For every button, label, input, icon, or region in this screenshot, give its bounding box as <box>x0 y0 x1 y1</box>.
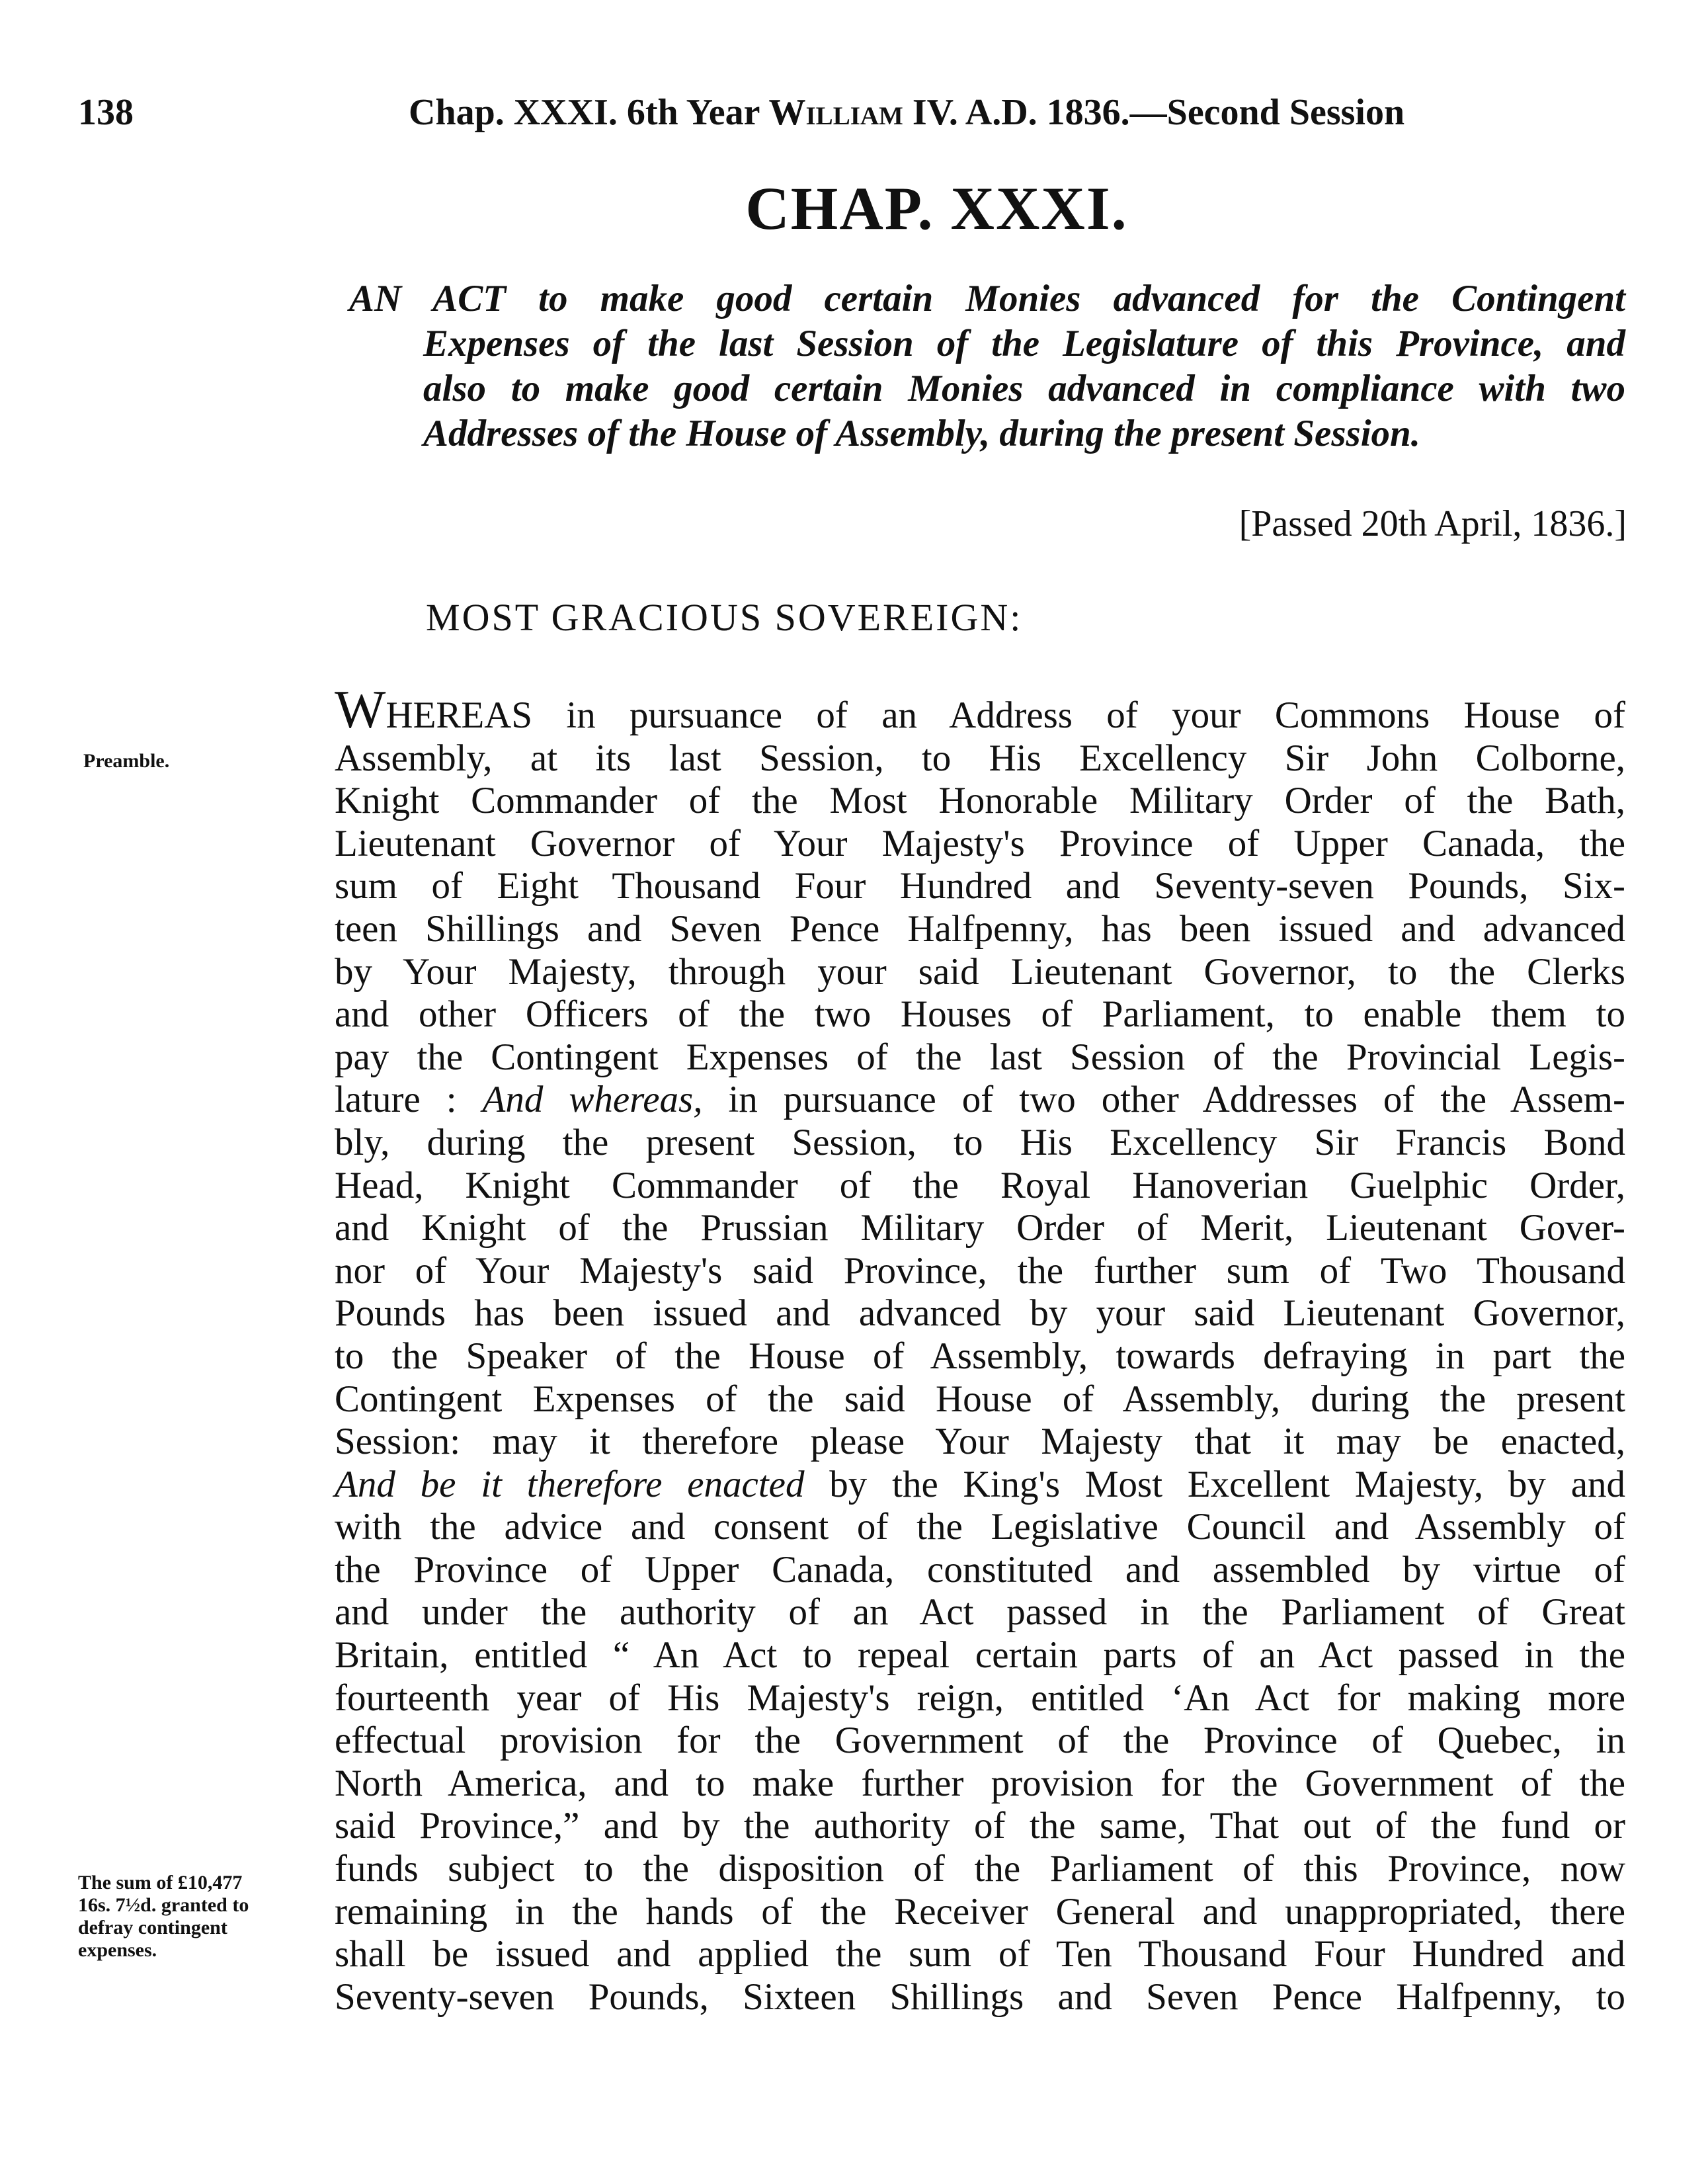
body-line: to the Speaker of the House of Assembly, towards defraying in part the <box>335 1335 1625 1377</box>
body-line: fourteenth year of His Majesty's reign, entitled ‘An Act for making more <box>335 1677 1625 1719</box>
margin-note-line: expenses. <box>78 1939 157 1961</box>
body-line: Head, Knight Commander of the Royal Hanoverian Guelphic Order, <box>335 1164 1625 1206</box>
act-title-line: also to make good certain Monies advanced in compliance with two <box>423 368 1625 409</box>
salutation: MOST GRACIOUS SOVEREIGN: <box>426 596 1023 639</box>
running-head-suffix: IV. A.D. 1836.—Second Session <box>903 92 1405 133</box>
act-title-line: AN ACT to make good certain Monies advanced for the Contingent <box>349 278 1625 319</box>
margin-note-preamble: Preamble. <box>83 750 170 772</box>
body-line: teen Shillings and Seven Pence Halfpenny, has been issued and advanced <box>335 907 1625 950</box>
margin-note-line: defray contingent <box>78 1917 227 1938</box>
act-title <box>349 276 1625 456</box>
body-line: the Province of Upper Canada, constituted and assembled by virtue of <box>335 1548 1625 1591</box>
running-head-prefix: Chap. XXXI. 6th Year <box>409 92 769 133</box>
italic-phrase: And be it therefore enacted <box>335 1463 805 1505</box>
running-head <box>409 91 1625 134</box>
body-line: remaining in the hands of the Receiver General and unappropriated, there <box>335 1890 1625 1933</box>
margin-note-sum <box>78 1872 329 1962</box>
body-line: Assembly, at its last Session, to His Excellency Sir John Colborne, <box>335 737 1625 779</box>
body-line-text: in pursuance of two other Addresses of the Assem- <box>702 1079 1626 1121</box>
running-head-king: William <box>768 92 903 133</box>
body-line <box>335 679 1625 739</box>
body-line: bly, during the present Session, to His Excellency Sir Francis Bond <box>335 1121 1625 1163</box>
body-line: and other Officers of the two Houses of Parliament, to enable them to <box>335 993 1625 1036</box>
drop-cap: W <box>335 679 386 739</box>
page-number: 138 <box>78 92 134 133</box>
body-line <box>335 1464 1625 1507</box>
body-line: Lieutenant Governor of Your Majesty's Province of Upper Canada, the <box>335 822 1625 864</box>
body-line: sum of Eight Thousand Four Hundred and Seventy-seven Pounds, Six- <box>335 865 1625 907</box>
passed-date: [Passed 20th April, 1836.] <box>1239 503 1627 544</box>
act-title-line: Addresses of the House of Assembly, during the present Session. <box>423 413 1420 454</box>
italic-phrase: And whereas, <box>482 1079 703 1121</box>
margin-note-line: 16s. 7½d. granted to <box>78 1894 249 1916</box>
body-line: nor of Your Majesty's said Province, the further sum of Two Thousand <box>335 1249 1625 1292</box>
body-text <box>335 679 1626 2018</box>
body-line: effectual provision for the Government of the Province of Quebec, in <box>335 1720 1625 1762</box>
body-line: Knight Commander of the Most Honorable Military Order of the Bath, <box>335 780 1625 822</box>
body-line: Britain, entitled “ An Act to repeal certain parts of an Act passed in the <box>335 1634 1625 1677</box>
body-line: Contingent Expenses of the said House of Assembly, during the present <box>335 1378 1625 1420</box>
body-line: shall be issued and applied the sum of Ten Thousand Four Hundred and <box>335 1933 1625 1975</box>
body-line <box>335 1079 1625 1122</box>
margin-note-line: The sum of £10,477 <box>78 1872 243 1893</box>
body-line: Seventy-seven Pounds, Sixteen Shillings and Seven Pence Halfpenny, to <box>335 1975 1625 2018</box>
body-line-text: HEREAS in pursuance of an Address of your Commons House of <box>386 694 1625 736</box>
body-line: with the advice and consent of the Legislative Council and Assembly of <box>335 1506 1625 1548</box>
body-line-text: lature : <box>335 1079 483 1121</box>
body-line: pay the Contingent Expenses of the last Session of the Provincial Legis- <box>335 1036 1625 1078</box>
body-line-text: by the King's Most Excellent Majesty, by and <box>804 1463 1625 1505</box>
body-line: by Your Majesty, through your said Lieutenant Governor, to the Clerks <box>335 950 1625 993</box>
body-line: North America, and to make further provision for the Government of the <box>335 1762 1625 1804</box>
chapter-title: CHAP. XXXI. <box>745 175 1128 242</box>
body-line: and under the authority of an Act passed in the Parliament of Great <box>335 1591 1625 1634</box>
body-line: Pounds has been issued and advanced by your said Lieutenant Governor, <box>335 1292 1625 1335</box>
body-line: and Knight of the Prussian Military Order of Merit, Lieutenant Gover- <box>335 1207 1625 1249</box>
body-line: funds subject to the disposition of the Parliament of this Province, now <box>335 1848 1625 1890</box>
act-title-line: Expenses of the last Session of the Legislature of this Province, and <box>423 323 1625 364</box>
body-line: said Province,” and by the authority of the same, That out of the fund or <box>335 1805 1625 1847</box>
body-line: Session: may it therefore please Your Majesty that it may be enacted, <box>335 1421 1625 1463</box>
